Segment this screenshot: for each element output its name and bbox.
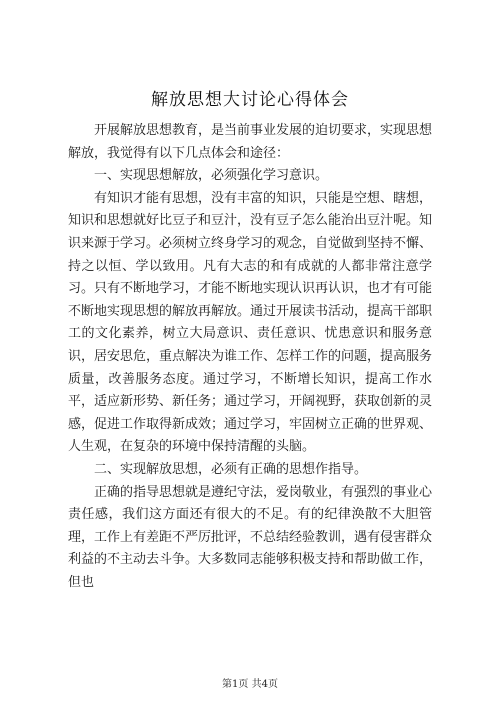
paragraph-learning: 有知识才能有思想，没有丰富的知识，只能是空想、瞎想，知识和思想就好比豆子和豆汁，没有豆子怎么能治出豆汁呢。知识来源于学习。必须树立终身学习的观念，自觉做到坚持不懈、持之以恒、学以致用。凡有大志的和有成就的人都非常注意学习。只有不断地学习，才能不断地实现认识再认识，也才有可能不断地实现思想的解放再解放。通过开展读书活动，提高干部职工的文化素养，树立大局意识、责任意识、忧患意识和服务意识，居安思危，重点解决为谁工作、怎样工作的问题，提高服务质量，改善服务态度。通过学习，不断增长知识，提高工作水平，适应新形势、新任务；通过学习，开阔视野，获取创新的灵感，促进工作取得新成效；通过学习，牢固树立正确的世界观、人生观，在复杂的环境中保持清醒的头脑。 bbox=[68, 190, 433, 455]
paragraph-guidance: 正确的指导思想就是遵纪守法，爱岗敬业，有强烈的事业心责任感，我们这方面还有很大的不足。有的纪律涣散不大胆管理，工作上有差距不严厉批评，不总结经验教训，遇有侵害群众利益的不主动去斗争。大多数同志能够积极支持和帮助做工作，但也 bbox=[68, 484, 433, 590]
section-heading-1: 一、实现思想解放，必须强化学习意识。 bbox=[94, 168, 329, 184]
paragraph-intro: 开展解放思想教育，是当前事业发展的迫切要求，实现思想解放，我觉得有以下几点体会和途径： bbox=[68, 123, 433, 161]
page-number-footer: 第1页 共4页 bbox=[222, 679, 278, 690]
section-heading-2: 二、实现解放思想，必须有正确的思想作指导。 bbox=[94, 461, 368, 477]
document-title: 解放思想大讨论心得体会 bbox=[151, 90, 349, 110]
document-body bbox=[68, 120, 432, 594]
